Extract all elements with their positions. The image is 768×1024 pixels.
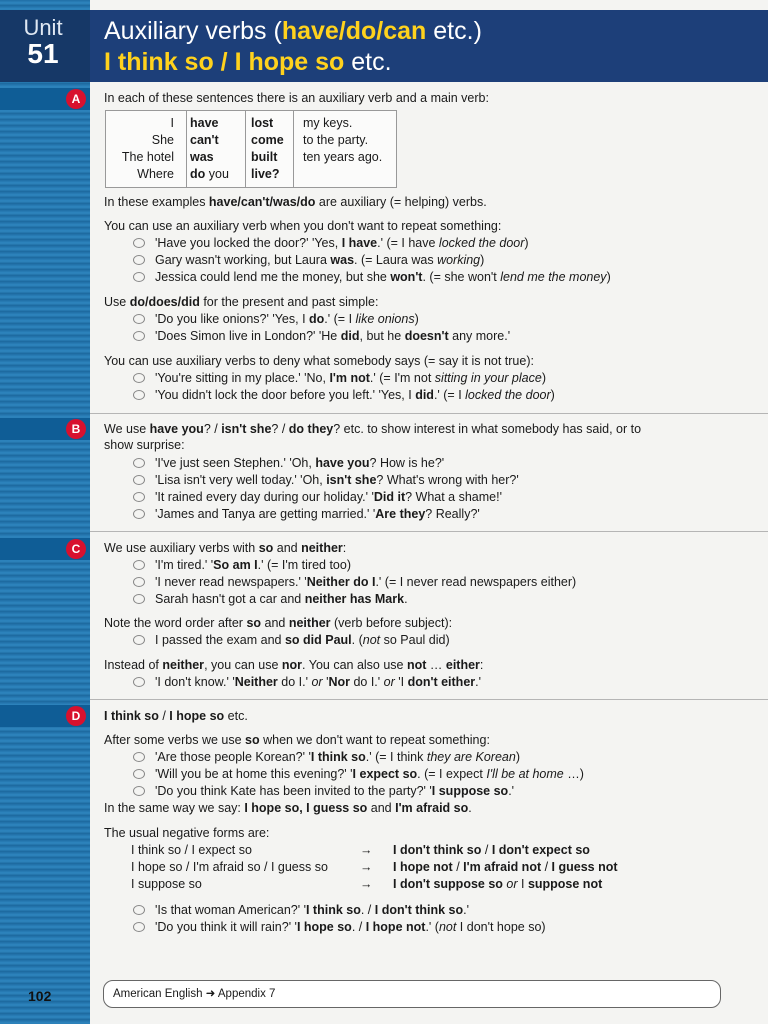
bullet-icon <box>133 314 145 324</box>
bullet-icon <box>133 752 145 762</box>
example-line: 'You didn't lock the door before you left.' 'Yes, I did.' (= I locked the door) <box>133 387 555 403</box>
neg-left: I hope so / I'm afraid so / I guess so <box>131 860 328 874</box>
bullet-icon <box>133 677 145 687</box>
table-divider <box>245 111 246 187</box>
sec-a-examples: In these examples have/can't/was/do are auxiliary (= helping) verbs. <box>104 195 487 209</box>
table-col-subject: I She The hotel Where <box>121 116 174 181</box>
example-line: Gary wasn't working, but Laura was. (= Laura was working) <box>133 252 484 268</box>
sec-b-intro: We use have you? / isn't she? / do they? etc. to show interest in what somebody has said, or to <box>104 422 642 436</box>
sec-c-order: Note the word order after so and neither (verb before subject): <box>104 616 453 630</box>
bullet-icon <box>133 769 145 779</box>
neg-right: I hope not / I'm afraid not / I guess not <box>393 860 618 874</box>
table-col-rest: my keys. to the party. ten years ago. <box>303 116 383 164</box>
bullet-icon <box>133 255 145 265</box>
page-number: 102 <box>28 988 52 1004</box>
example-line: 'I don't know.' 'Neither do I.' or 'Nor do I.' or 'I don't either.' <box>133 674 481 690</box>
section-letter-c: C <box>66 539 86 559</box>
bullet-icon <box>133 475 145 485</box>
example-line: 'I never read newspapers.' 'Neither do I.' (= I never read newspapers either) <box>133 574 576 590</box>
section-tab-a <box>0 88 90 110</box>
section-letter-d: D <box>66 706 86 726</box>
example-line: 'Have you locked the door?' 'Yes, I have.' (= I have locked the door) <box>133 235 529 251</box>
section-divider <box>90 699 768 700</box>
arrow-icon: → <box>360 860 373 874</box>
example-line: Jessica could lend me the money, but she won't. (= she won't lend me the money) <box>133 269 611 285</box>
unit-number: 51 <box>27 38 59 69</box>
example-line: 'Lisa isn't very well today.' 'Oh, isn't she? What's wrong with her?' <box>133 472 519 488</box>
bullet-icon <box>133 492 145 502</box>
neg-right: I don't suppose so or I suppose not <box>393 877 603 891</box>
section-tab-c <box>0 538 90 560</box>
bullet-icon <box>133 786 145 796</box>
example-line: 'Is that woman American?' 'I think so. / I don't think so.' <box>133 902 469 918</box>
sec-d-same: In the same way we say: I hope so, I guess so and I'm afraid so. <box>104 801 472 815</box>
bullet-icon <box>133 272 145 282</box>
bullet-icon <box>133 922 145 932</box>
sec-c-nor: Instead of neither, you can use nor. You can also use not … either: <box>104 658 484 672</box>
neg-left: I suppose so <box>131 877 202 891</box>
unit-box <box>8 16 78 68</box>
section-letter-b: B <box>66 419 86 439</box>
section-divider <box>90 413 768 414</box>
example-line: 'I've just seen Stephen.' 'Oh, have you? How is he?' <box>133 455 444 471</box>
table-col-main-verb: lost come built live? <box>251 116 284 181</box>
example-table <box>105 110 397 188</box>
example-line: 'Will you be at home this evening?' 'I expect so. (= I expect I'll be at home …) <box>133 766 584 782</box>
table-divider <box>186 111 187 187</box>
appendix-link[interactable]: American English ➜ Appendix 7 <box>113 988 276 1000</box>
arrow-right-icon: ➜ <box>205 988 216 1000</box>
sec-a-deny: You can use auxiliary verbs to deny what somebody says (= say it is not true): <box>104 354 534 368</box>
sec-d-after: After some verbs we use so when we don't want to repeat something: <box>104 733 490 747</box>
example-line: 'Do you think it will rain?' 'I hope so. / I hope not.' (not I don't hope so) <box>133 919 546 935</box>
example-line: 'James and Tanya are getting married.' 'Are they? Really?' <box>133 506 480 522</box>
example-line: 'Do you like onions?' 'Yes, I do.' (= I like onions) <box>133 311 419 327</box>
example-line: 'It rained every day during our holiday.' 'Did it? What a shame!' <box>133 489 502 505</box>
bullet-icon <box>133 594 145 604</box>
arrow-icon: → <box>360 877 373 891</box>
bullet-icon <box>133 458 145 468</box>
section-tab-d <box>0 705 90 727</box>
neg-right: I don't think so / I don't expect so <box>393 843 590 857</box>
sec-d-neg: The usual negative forms are: <box>104 826 270 840</box>
section-divider <box>90 531 768 532</box>
sec-c-intro: We use auxiliary verbs with so and neither: <box>104 541 347 555</box>
arrow-icon: → <box>360 843 373 857</box>
bullet-icon <box>133 373 145 383</box>
sec-a-use: Use do/does/did for the present and past simple: <box>104 295 379 309</box>
bullet-icon <box>133 635 145 645</box>
unit-word: Unit <box>23 15 63 40</box>
bullet-icon <box>133 560 145 570</box>
example-line: 'You're sitting in my place.' 'No, I'm not.' (= I'm not sitting in your place) <box>133 370 546 386</box>
sec-d-heading: I think so / I hope so etc. <box>104 709 248 723</box>
table-col-auxiliary: have can't was do you <box>190 116 229 181</box>
bullet-icon <box>133 390 145 400</box>
example-line: 'Are those people Korean?' 'I think so.' (= I think they are Korean) <box>133 749 520 765</box>
bullet-icon <box>133 577 145 587</box>
bullet-icon <box>133 905 145 915</box>
bullet-icon <box>133 509 145 519</box>
table-divider <box>293 111 294 187</box>
page-title-line1: Auxiliary verbs (have/do/can etc.) <box>104 17 482 45</box>
example-line: 'Do you think Kate has been invited to the party?' 'I suppose so.' <box>133 783 514 799</box>
example-line: I passed the exam and so did Paul. (not so Paul did) <box>133 632 450 648</box>
left-strip <box>0 0 90 1024</box>
bullet-icon <box>133 331 145 341</box>
example-line: 'Does Simon live in London?' 'He did, but he doesn't any more.' <box>133 328 510 344</box>
sec-b-intro-line2: show surprise: <box>104 438 185 452</box>
bullet-icon <box>133 238 145 248</box>
example-line: Sarah hasn't got a car and neither has Mark. <box>133 591 408 607</box>
page-title-line2: I think so / I hope so etc. <box>104 48 392 76</box>
section-tab-b <box>0 418 90 440</box>
sec-a-intro: In each of these sentences there is an auxiliary verb and a main verb: <box>104 91 489 105</box>
sec-a-repeat: You can use an auxiliary verb when you don't want to repeat something: <box>104 219 502 233</box>
example-line: 'I'm tired.' 'So am I.' (= I'm tired too) <box>133 557 351 573</box>
neg-left: I think so / I expect so <box>131 843 252 857</box>
section-letter-a: A <box>66 89 86 109</box>
